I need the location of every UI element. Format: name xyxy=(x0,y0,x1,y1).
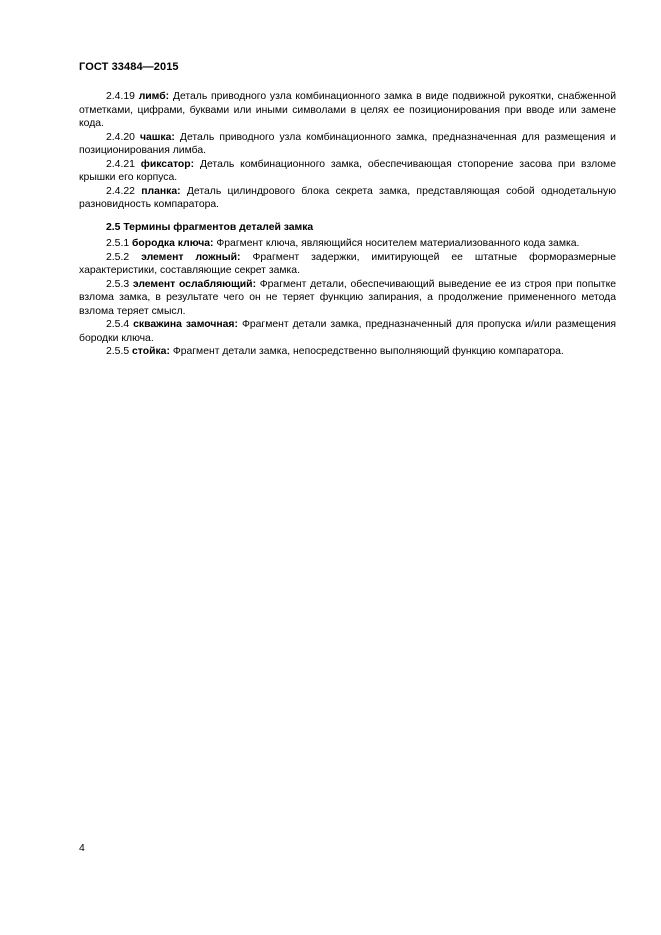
term-definition: Фрагмент детали, обеспечивающий выведение ее из строя при попытке взлома замка, в результате чего он не теряет функцию запирания, а продолжение примененного метода взлома теряет смысл. xyxy=(79,278,617,317)
term-number: 2.5.3 xyxy=(106,278,130,290)
term-definition: Фрагмент ключа, являющийся носителем материализованного кода замка. xyxy=(216,238,580,249)
term-entry xyxy=(79,345,616,359)
term-entry xyxy=(79,90,616,131)
term-name: стойка: xyxy=(132,346,170,357)
term-entry xyxy=(79,158,616,185)
term-entry xyxy=(79,185,616,212)
term-number: 2.4.19 xyxy=(106,91,135,102)
term-number: 2.5.1 xyxy=(106,238,130,249)
term-name: скважина замочная: xyxy=(133,319,238,330)
document-body xyxy=(79,90,616,359)
term-entry xyxy=(79,131,616,158)
term-definition: Фрагмент детали замка, непосредственно выполняющий функцию компаратора. xyxy=(172,346,564,357)
term-entry xyxy=(79,278,616,319)
term-definition: Фрагмент задержки, имитирующей ее штатные форморазмерные характеристики, составляющие секрет замка. xyxy=(79,251,617,276)
term-definition: Деталь приводного узла комбинационного замка в виде подвижной рукоятки, снабженной отметками, цифрами, буквами или иными символами в целях ее позиционирования при вводе или замене кода. xyxy=(79,91,617,129)
term-number: 2.4.22 xyxy=(106,185,135,197)
term-definition: Деталь комбинационного замка, обеспечивающая стопорение засова при взломе крышки его корпуса. xyxy=(79,158,616,183)
term-name: лимб: xyxy=(138,91,170,102)
term-number: 2.4.21 xyxy=(106,158,135,170)
term-entry xyxy=(79,318,616,345)
term-definition: Фрагмент детали замка, предназначенный для пропуска и/или размещения бородки ключа. xyxy=(79,319,617,344)
term-name: бородка ключа: xyxy=(132,238,214,249)
document-header: ГОСТ 33484—2015 xyxy=(79,61,179,73)
term-definition: Деталь приводного узла комбинационного замка, предназначенная для размещения и позиционирования лимба. xyxy=(79,131,616,156)
term-name: элемент ложный: xyxy=(141,251,241,263)
page-number: 4 xyxy=(79,843,85,854)
term-name: планка: xyxy=(141,185,181,197)
term-number: 2.4.20 xyxy=(106,131,135,143)
section-title: 2.5 Термины фрагментов деталей замка xyxy=(106,221,314,233)
term-number: 2.5.2 xyxy=(106,251,130,263)
term-number: 2.5.5 xyxy=(106,346,130,357)
term-number: 2.5.4 xyxy=(106,319,130,330)
term-name: элемент ослабляющий: xyxy=(132,278,257,290)
term-entry xyxy=(79,251,616,278)
term-entry xyxy=(79,237,616,251)
term-name: фиксатор: xyxy=(140,158,195,170)
term-definition: Деталь цилиндрового блока секрета замка, представляющая собой однодетальную разновидность компаратора. xyxy=(79,185,617,210)
term-name: чашка: xyxy=(139,131,175,143)
